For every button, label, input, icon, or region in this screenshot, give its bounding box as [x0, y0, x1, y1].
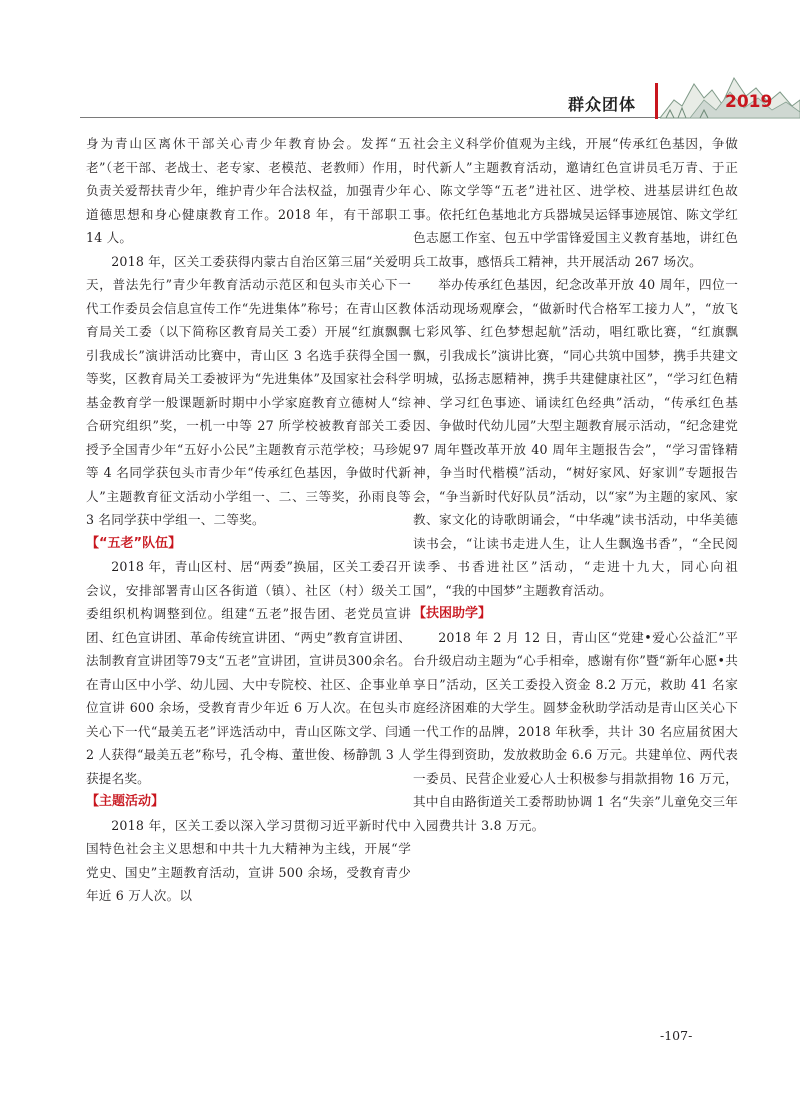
page-number: -107- — [660, 1028, 693, 1043]
paragraph: 2018 年，区关工委获得内蒙古自治区第三届“关爱明天，普法先行”青少年教育活动示范区和包头市关心下一代工作委员会信息宣传工作“先进集体”称号；在青山区教育局关工委（以下简称区教育局关工委）开展“红旗飘飘引我成长”演讲活动比赛中，青山区 3 名选手获得全国一等奖，区教育局关工委被评为“先进集体”及国家社会科学基金教育学一般课题新时期中小学家庭教育立德树人“综合研究组织”奖，一机一中等 27 所学校被教育部关工委授予全国青少年“五好小公民”主题教育示范学校；马珍妮等 4 名同学获包头市青少年“传承红色基因，争做时代新人”主题教育征文活动小学组一、二、三等奖，孙雨良等 3 名同学获中学组一、二等奖。 — [86, 253, 411, 527]
page-header — [0, 0, 804, 120]
paragraph: 2018 年，区关工委以深入学习贯彻习近平新时代中国特色社会主义思想和中共十九大精神为主线，开展“学党史、国史”主题教育活动，宣讲 500 余场，受教育青少年近 6 万人次。以 — [86, 817, 411, 903]
section-heading: 【主题活动】 — [86, 794, 165, 809]
section-title: 群众团体 — [568, 95, 637, 114]
paragraph: 举办传承红色基因，纪念改革开放 40 周年，四位一体活动现场观摩会，“做新时代合格军工接力人”，“放飞七彩风筝、红色梦想起航”活动，唱红歌比赛，“红旗飘飘，引我成长”演讲比赛，“同心共筑中国梦，携手共建文明城，弘扬志愿精神，携手共建健康社区”，“学习红色精神、学习红色事迹、诵读红色经典”活动，“传承红色基因、争做时代幼儿园”大型主题教育展示活动，“纪念建党 97 周年暨改革开放 40 周年主题报告会”，“学习雷锋精神，争当时代楷模”活动，“树好家风、好家训”专题报告会，“争当新时代好队员”活动，以“家”为主题的家风、家教、家文化的诗歌朗诵会，“中华魂”读书活动，中华美德读书会，“让读书走进人生，让人生飘逸书香”，“全民阅读季、书香进社区”活动，“走进十九大，同心向祖国”，“我的中国梦”主题教育活动。 — [413, 277, 738, 598]
paragraph: 2018 年，青山区村、居“两委”换届，区关工委召开会议，安排部署青山区各街道（镇）、社区（村）级关工委组织机构调整到位。组建“五老”报告团、老党员宣讲团、红色宣讲团、革命传统宣讲团、“两史”教育宣讲团、法制教育宣讲团等79支“五老”宣讲团，宣讲员300余名。在青山区中小学、幼儿园、大中专院校、社区、企事业单位宣讲 600 余场，受教育青少年近 6 万人次。在包头市关心下一代“最美五老”评选活动中，青山区陈文学、闫通 2 人获得“最美五老”称号，孔令梅、董世俊、杨静凯 3 人获提名奖。 — [86, 559, 411, 786]
header-divider — [655, 83, 658, 119]
left-column — [86, 132, 411, 908]
right-column — [413, 132, 738, 837]
paragraph: 2018 年 2 月 12 日，青山区“党建•爱心公益汇”平台升级启动主题为“心手相牵，感谢有你”暨“新年心愿•共享日”活动，区关工委投入资金 8.2 万元，救助 41 名家庭经济困难的大学生。圆梦金秋助学活动是青山区关心下一代工作的品牌，2018 年秋季，共计 30 名应届贫困大学生得到资助，发放救助金 6.6 万元。共建单位、两代表一委员、民营企业爱心人士积极参与捐款捐物 16 万元，其中自由路街道关工委帮助协调 1 名“失亲”儿童免交三年入园费共计 3.8 万元。 — [413, 629, 738, 833]
paragraph: 社会主义科学价值观为主线，开展“传承红色基因，争做时代新人”主题教育活动，邀请红色宣讲员毛万青、于正心、陈文学等“五老”进社区、进学校、进基层讲红色故事。依托红色基地北方兵器城吴运铎事迹展馆、陈文学红色志愿工作室、包五中学雷锋爱国主义教育基地，讲红色兵工故事，感悟兵工精神，共开展活动 267 场次。 — [413, 136, 738, 269]
section-heading: 【扶困助学】 — [413, 606, 492, 621]
header-rule — [80, 117, 686, 118]
section-heading: 【“五老”队伍】 — [86, 535, 182, 551]
paragraph: 身为青山区离休干部关心青少年教育协会。发挥“五老”（老干部、老战士、老专家、老模范、老教师）作用，负责关爱帮扶青少年，维护青少年合法权益，加强青少年道德思想和身心健康教育工作。2018 年，有干部职工 14 人。 — [86, 136, 411, 245]
year-label: 2019 — [725, 92, 773, 112]
